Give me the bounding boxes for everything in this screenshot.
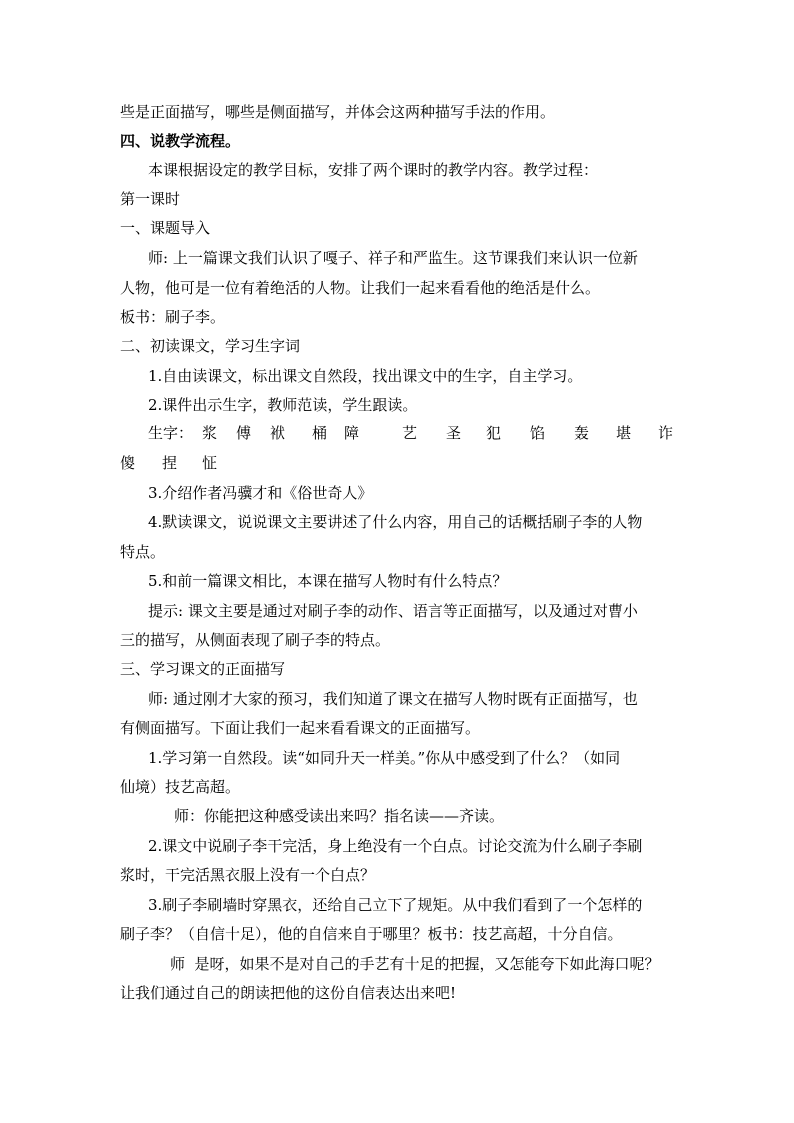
vocab-char: 犯: [486, 424, 502, 442]
vocab-label: 生字：: [148, 424, 194, 442]
text-line: 3.介绍作者冯骥才和《俗世奇人》: [148, 484, 373, 502]
text-line: 3.刷子李刷墙时穿黑衣，还给自己立下了规矩。从中我们看到了一个怎样的: [148, 896, 643, 914]
text-line: 5.和前一篇课文相比，本课在描写人物时有什么特点？: [148, 572, 508, 590]
text-line: 师: 通过刚才大家的预习，我们知道了课文在描写人物时既有正面描写，也: [148, 690, 638, 708]
text-line: 三的描写，从侧面表现了刷子李的特点。: [120, 631, 391, 649]
vocab-row: [0, 423, 794, 443]
text-line: 些是正面描写，哪些是侧面描写，并体会这两种描写手法的作用。: [120, 103, 556, 121]
text-line: 刷子李？（自信十足），他的自信来自于哪里？板书：技艺高超，十分自信。: [120, 925, 623, 943]
text-line: 师: 上一篇课文我们认识了嘎子、祥子和严监生。这节课我们来认识一位新: [148, 249, 638, 267]
vocab-char: 轰: [574, 424, 590, 442]
text-line: 有侧面描写。下面让我们一起来看看课文的正面描写。: [120, 719, 481, 737]
text-line: 板书：刷子李。: [120, 308, 226, 326]
text-line: 本课根据设定的教学目标，安排了两个课时的教学内容。教学过程：: [148, 161, 599, 179]
text-line: 1.自由读课文，标出课文自然段，找出课文中的生字，自主学习。: [148, 367, 583, 385]
text-line: 让我们通过自己的朗读把他的这份自信表达出来吧!: [120, 984, 457, 1002]
text-line: 浆时，干完活黑衣服上没有一个白点？: [120, 866, 376, 884]
text-line: 师 是呀，如果不是对自己的手艺有十足的把握，又怎能夸下如此海口呢？: [170, 955, 660, 973]
vocab-char: 桶: [312, 424, 328, 442]
text-line: 特点。: [120, 543, 166, 561]
text-line: 三、学习课文的正面描写: [120, 660, 286, 678]
text-line: 2.课件出示生字，教师范读，学生跟读。: [148, 396, 418, 414]
vocab-char: 傅: [236, 424, 252, 442]
text-line: 1.学习第一自然段。读“如同升天一样美。”你从中感受到了什么？（如同: [148, 749, 621, 767]
vocab-char: 袱: [270, 424, 286, 442]
text-line: 二、初读课文，学习生字词: [120, 337, 301, 355]
vocab-char: 浆: [202, 424, 218, 442]
text-line: 一、课题导入: [120, 219, 211, 237]
vocab-char: 障: [344, 424, 360, 442]
vocab-char: 堪: [616, 424, 632, 442]
text-line: 人物，他可是一位有着绝活的人物。让我们一起来看看他的绝活是什么。: [120, 279, 601, 297]
section-heading: 四、说教学流程。: [120, 132, 241, 150]
vocab-char: 诈: [658, 424, 674, 442]
vocab-char: 傻: [120, 454, 136, 472]
vocab-char: 怔: [202, 454, 218, 472]
text-line: 师：你能把这种感受读出来吗？指名读——齐读。: [174, 807, 505, 825]
vocab-char: 艺: [402, 424, 418, 442]
vocab-row: [0, 453, 794, 473]
text-line: 4.默读课文，说说课文主要讲述了什么内容，用自己的话概括刷子李的人物: [148, 513, 643, 531]
vocab-char: 捏: [162, 454, 178, 472]
text-line: 2.课文中说刷子李干完活，身上绝没有一个白点。讨论交流为什么刷子李刷: [148, 837, 643, 855]
text-line: 提示: 课文主要是通过对刷子李的动作、语言等正面描写，以及通过对曹小: [148, 602, 638, 620]
text-line: 仙境）技艺高超。: [120, 778, 241, 796]
vocab-char: 圣: [446, 424, 462, 442]
vocab-char: 馅: [530, 424, 546, 442]
text-line: 第一课时: [120, 190, 181, 208]
